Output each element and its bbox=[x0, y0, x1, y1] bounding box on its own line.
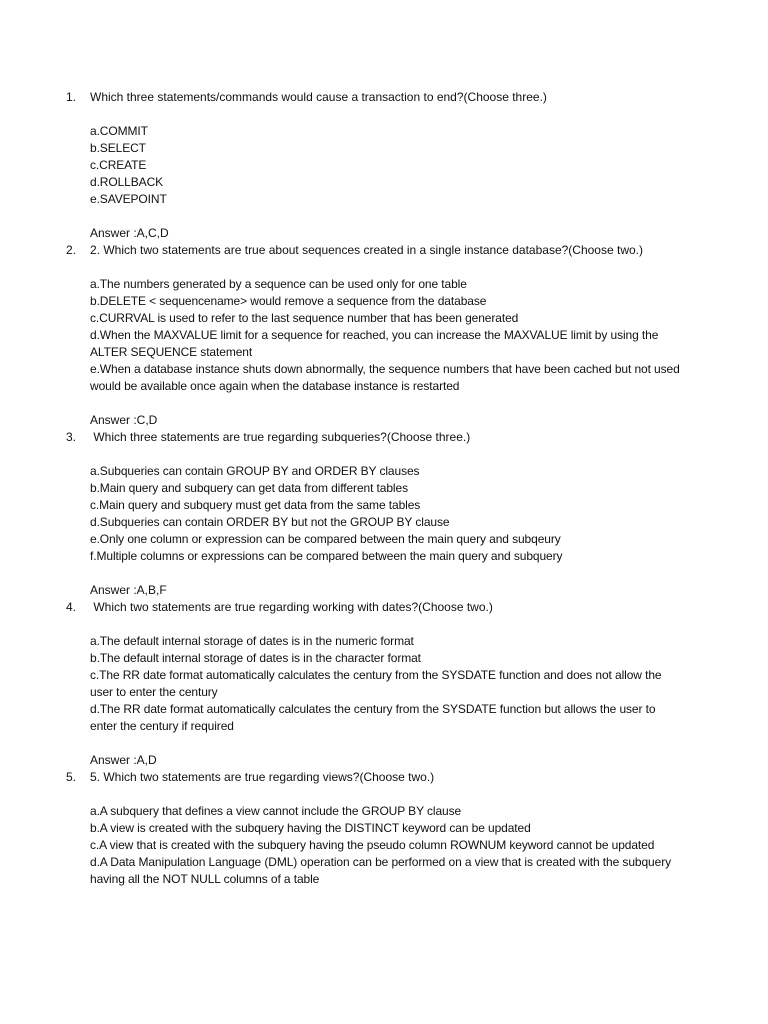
choice-b: b.DELETE < sequencename> would remove a sequence from the database bbox=[90, 294, 487, 308]
choice-list bbox=[90, 463, 680, 565]
choice-b: b.Main query and subquery can get data from different tables bbox=[90, 481, 408, 495]
choice-c: c.A view that is created with the subquery having the pseudo column ROWNUM keyword cannot be updated bbox=[90, 838, 655, 852]
choice-c: c.Main query and subquery must get data from the same tables bbox=[90, 498, 421, 512]
choice-a: a.The default internal storage of dates is in the numeric format bbox=[90, 634, 414, 648]
question-2 bbox=[0, 242, 768, 429]
choice-a: a.A subquery that defines a view cannot include the GROUP BY clause bbox=[90, 804, 462, 818]
question-number: 1. bbox=[66, 90, 77, 104]
choice-b: b.A view is created with the subquery having the DISTINCT keyword can be updated bbox=[90, 821, 531, 835]
question-4 bbox=[0, 599, 768, 769]
question-number: 3. bbox=[66, 430, 77, 444]
choice-a: a.COMMIT bbox=[90, 124, 148, 138]
question-5 bbox=[0, 769, 768, 888]
answer-line: Answer :A,C,D bbox=[90, 226, 169, 240]
question-stem: 5. Which two statements are true regarding views?(Choose two.) bbox=[90, 770, 435, 784]
choice-b: b.The default internal storage of dates is in the character format bbox=[90, 651, 421, 665]
question-stem: Which two statements are true regarding working with dates?(Choose two.) bbox=[90, 600, 493, 614]
answer-line: Answer :C,D bbox=[90, 413, 158, 427]
question-number: 2. bbox=[66, 243, 77, 257]
choice-list bbox=[90, 803, 680, 888]
choice-b: b.SELECT bbox=[90, 141, 146, 155]
choice-e: e.When a database instance shuts down abnormally, the sequence numbers that have been cached but not used would be available once again when the database instance is restarted bbox=[90, 362, 680, 393]
choice-d: d.A Data Manipulation Language (DML) operation can be performed on a view that is created with the subquery having all the NOT NULL columns of a table bbox=[90, 855, 671, 886]
question-number: 5. bbox=[66, 770, 77, 784]
choice-d: d.When the MAXVALUE limit for a sequence for reached, you can increase the MAXVALUE limit by using the ALTER SEQUENCE statement bbox=[90, 328, 659, 359]
question-list bbox=[0, 89, 768, 888]
choice-c: c.The RR date format automatically calculates the century from the SYSDATE function and does not allow the user to enter the century bbox=[90, 668, 662, 699]
choice-e: e.Only one column or expression can be compared between the main query and subqeury bbox=[90, 532, 561, 546]
choice-list bbox=[90, 276, 680, 395]
answer-line: Answer :A,D bbox=[90, 753, 157, 767]
choice-f: f.Multiple columns or expressions can be compared between the main query and subquery bbox=[90, 549, 563, 563]
choice-d: d.Subqueries can contain ORDER BY but not the GROUP BY clause bbox=[90, 515, 450, 529]
question-stem: Which three statements are true regarding subqueries?(Choose three.) bbox=[90, 430, 471, 444]
question-1 bbox=[0, 89, 768, 242]
choice-c: c.CREATE bbox=[90, 158, 147, 172]
question-stem: 2. Which two statements are true about sequences created in a single instance database?(Choose two.) bbox=[90, 243, 643, 257]
question-number: 4. bbox=[66, 600, 77, 614]
choice-c: c.CURRVAL is used to refer to the last sequence number that has been generated bbox=[90, 311, 519, 325]
choice-list bbox=[90, 123, 680, 208]
question-3 bbox=[0, 429, 768, 599]
choice-d: d.The RR date format automatically calculates the century from the SYSDATE function but allows the user to enter the century if required bbox=[90, 702, 656, 733]
choice-a: a.Subqueries can contain GROUP BY and ORDER BY clauses bbox=[90, 464, 420, 478]
choice-a: a.The numbers generated by a sequence can be used only for one table bbox=[90, 277, 467, 291]
choice-list bbox=[90, 633, 680, 735]
answer-line: Answer :A,B,F bbox=[90, 583, 167, 597]
question-stem: Which three statements/commands would cause a transaction to end?(Choose three.) bbox=[90, 90, 547, 104]
choice-e: e.SAVEPOINT bbox=[90, 192, 167, 206]
choice-d: d.ROLLBACK bbox=[90, 175, 164, 189]
